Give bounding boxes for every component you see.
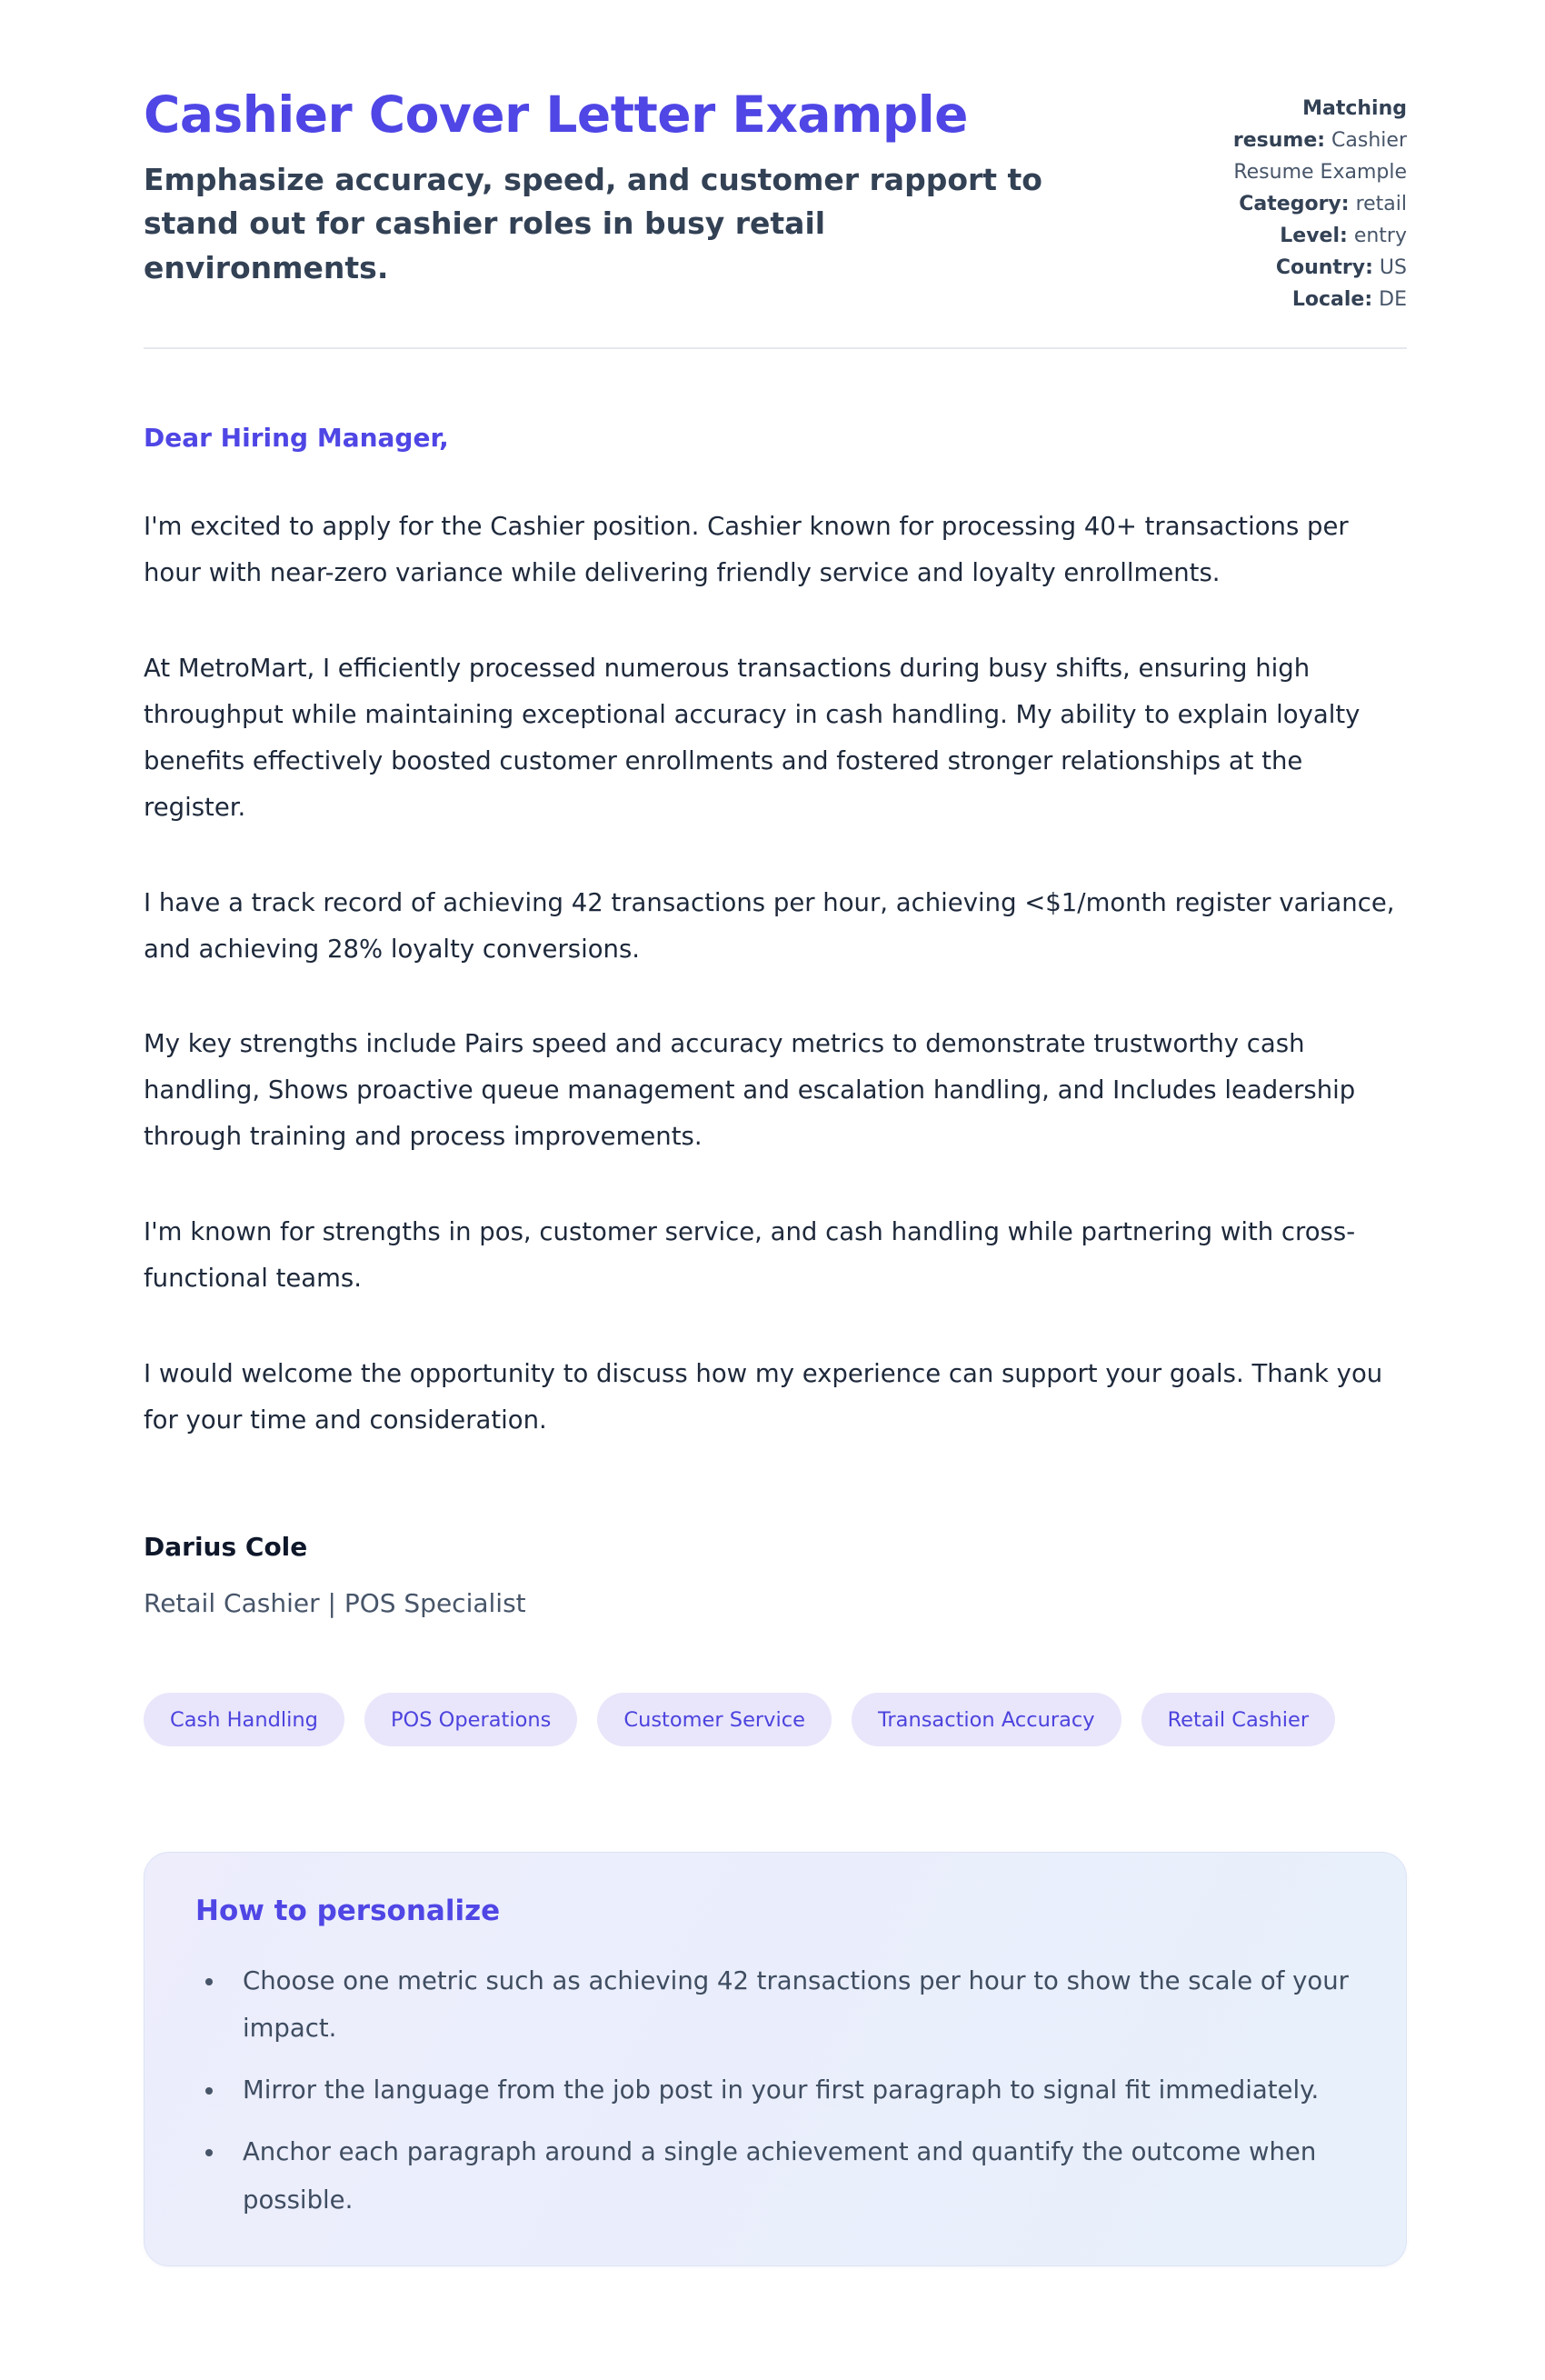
meta-row-country bbox=[1160, 252, 1407, 284]
meta-row-level bbox=[1160, 220, 1407, 252]
signature-role: Retail Cashier | POS Specialist bbox=[144, 1587, 526, 1618]
personalize-tip: • Mirror the language from the job post in your first paragraph to signal fit immediately. bbox=[226, 2066, 1355, 2114]
letter-paragraph: At MetroMart, I efficiently processed numerous transactions during busy shifts, ensuring high throughput while maintaining exceptional accuracy in cash handling. My ability to explain loyalty benefits effectively boosted customer enrollments and fostered stronger relationships at the register. bbox=[144, 654, 1361, 822]
tag-chip-cash-handling: Cash Handling bbox=[144, 1693, 344, 1746]
resume-meta-block bbox=[1160, 87, 1407, 315]
tag-chip-transaction-accuracy: Transaction Accuracy bbox=[852, 1693, 1121, 1746]
header-divider bbox=[144, 347, 1407, 349]
meta-value-level: entry bbox=[1353, 225, 1407, 247]
header bbox=[144, 87, 1407, 315]
personalize-heading: How to personalize bbox=[195, 1895, 501, 1928]
signature-name: Darius Cole bbox=[144, 1531, 308, 1562]
meta-label-category: Category: bbox=[1239, 193, 1350, 215]
meta-label-resume: Matching resume: bbox=[1232, 97, 1407, 152]
meta-value-locale: DE bbox=[1379, 288, 1407, 311]
meta-row-resume bbox=[1160, 93, 1407, 188]
meta-label-locale: Locale: bbox=[1291, 288, 1373, 311]
page-subtitle: Emphasize accuracy, speed, and customer rapport to stand out for cashier roles in busy retail environments. bbox=[144, 161, 1042, 286]
meta-value-resume: Cashier Resume Example bbox=[1233, 129, 1407, 184]
letter-paragraph: I have a track record of achieving 42 transactions per hour, achieving <$1/month register variance, and achieving 28% loyalty conversions. bbox=[144, 887, 1395, 964]
salutation: Dear Hiring Manager, bbox=[144, 423, 449, 453]
personalize-tip: • Anchor each paragraph around a single achievement and quantify the outcome when possible. bbox=[226, 2128, 1355, 2224]
page-title: Cashier Cover Letter Example bbox=[144, 85, 968, 144]
tag-chip-retail-cashier: Retail Cashier bbox=[1141, 1693, 1336, 1746]
tag-chip-customer-service: Customer Service bbox=[597, 1693, 832, 1746]
tag-list bbox=[144, 1693, 1407, 1746]
meta-value-category: retail bbox=[1355, 193, 1407, 215]
letter-paragraph: I'm excited to apply for the Cashier position. Cashier known for processing 40+ transactions per hour with near-zero variance while delivering friendly service and loyalty enrollments. bbox=[144, 512, 1349, 588]
personalize-tip-list bbox=[195, 1957, 1355, 2224]
letter-paragraph: My key strengths include Pairs speed and accuracy metrics to demonstrate trustworthy cash handling, Shows proactive queue management and escalation handling, and Includes leadership through training and process improvements. bbox=[144, 1029, 1356, 1152]
personalize-tip: • Choose one metric such as achieving 42 transactions per hour to show the scale of your impact. bbox=[226, 1957, 1355, 2053]
letter-body bbox=[144, 422, 1407, 1620]
letter-paragraph: I would welcome the opportunity to discuss how my experience can support your goals. Thank you for your time and consideration. bbox=[144, 1358, 1383, 1435]
tag-chip-pos-operations: POS Operations bbox=[364, 1693, 577, 1746]
meta-row-category bbox=[1160, 188, 1407, 220]
meta-label-country: Country: bbox=[1275, 256, 1373, 279]
personalize-card bbox=[144, 1852, 1407, 2266]
letter-paragraph: I'm known for strengths in pos, customer service, and cash handling while partnering with cross-functional teams. bbox=[144, 1217, 1356, 1293]
meta-row-locale bbox=[1160, 284, 1407, 315]
meta-label-level: Level: bbox=[1280, 225, 1348, 247]
header-text-block bbox=[144, 87, 1130, 291]
meta-value-country: US bbox=[1379, 256, 1407, 279]
